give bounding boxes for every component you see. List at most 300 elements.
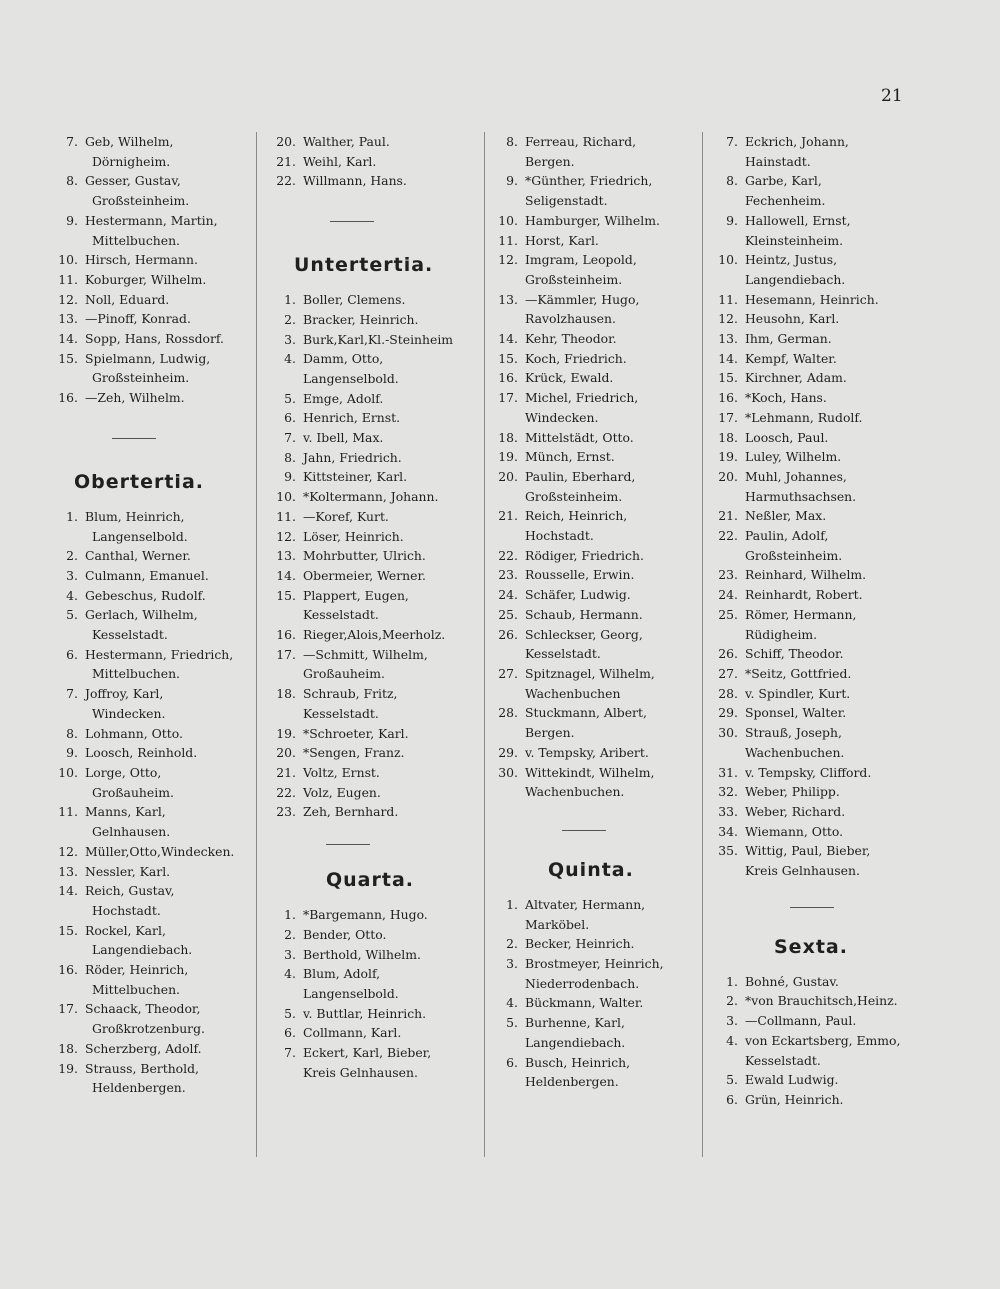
entry-number: 15. bbox=[718, 370, 738, 386]
entry-number: 18. bbox=[58, 1040, 78, 1056]
column-2 bbox=[270, 132, 453, 1082]
list-item bbox=[52, 960, 234, 999]
entry-continuation: Niederrodenbach. bbox=[525, 975, 640, 991]
entry-number: 14. bbox=[58, 883, 78, 899]
entry-text: Schäfer, Ludwig. bbox=[525, 587, 631, 603]
entry-continuation: Langenselbold. bbox=[92, 528, 188, 544]
section-divider bbox=[562, 830, 606, 831]
entry-number: 22. bbox=[276, 173, 296, 189]
list-item bbox=[712, 388, 900, 408]
entry-text: Loosch, Reinhold. bbox=[85, 745, 198, 761]
entry-number: 2. bbox=[284, 926, 296, 942]
entry-continuation: Hochstadt. bbox=[525, 528, 594, 544]
entry-number: 29. bbox=[498, 744, 518, 760]
entry-continuation: Großauheim. bbox=[303, 666, 385, 682]
entry-text: Römer, Hermann, bbox=[745, 606, 857, 622]
list-item bbox=[270, 132, 453, 152]
entry-text: Schleckser, Georg, bbox=[525, 626, 643, 642]
list-item bbox=[270, 171, 453, 191]
list-item bbox=[270, 743, 453, 763]
list-item bbox=[492, 993, 664, 1013]
entry-number: 18. bbox=[718, 429, 738, 445]
section-divider bbox=[330, 221, 374, 222]
list-item bbox=[712, 565, 900, 585]
entry-number: 3. bbox=[66, 567, 78, 583]
entry-text: Hestermann, Friedrich, bbox=[85, 646, 234, 662]
entry-continuation: Windecken. bbox=[92, 705, 166, 721]
list-item bbox=[52, 132, 234, 171]
entry-continuation: Bergen. bbox=[525, 153, 575, 169]
list-item bbox=[492, 231, 664, 251]
list-item bbox=[712, 408, 900, 428]
section-divider bbox=[790, 907, 834, 908]
entry-continuation: Ravolzhausen. bbox=[525, 311, 616, 327]
entry-text: Kittsteiner, Karl. bbox=[303, 469, 408, 485]
entry-text: —Schmitt, Wilhelm, bbox=[303, 646, 428, 662]
entry-text: Hirsch, Hermann. bbox=[85, 252, 198, 268]
entry-number: 9. bbox=[726, 212, 738, 228]
list-item bbox=[712, 972, 900, 992]
list-item bbox=[712, 763, 900, 783]
entry-number: 32. bbox=[718, 784, 738, 800]
list-item bbox=[52, 1039, 234, 1059]
list-item bbox=[52, 290, 234, 310]
entry-continuation: Wachenbuchen bbox=[525, 685, 621, 701]
list-item bbox=[712, 132, 900, 171]
entry-number: 6. bbox=[506, 1054, 518, 1070]
list-item bbox=[492, 934, 664, 954]
entry-text: Krück, Ewald. bbox=[525, 370, 614, 386]
entry-number: 17. bbox=[58, 1001, 78, 1017]
list-item bbox=[270, 945, 453, 965]
entry-number: 8. bbox=[284, 449, 296, 465]
list-item bbox=[270, 290, 453, 310]
entry-number: 12. bbox=[498, 252, 518, 268]
list-item bbox=[712, 802, 900, 822]
list-item bbox=[712, 506, 900, 526]
entry-continuation: Hainstadt. bbox=[745, 153, 811, 169]
entry-number: 16. bbox=[276, 627, 296, 643]
entry-continuation: Kesselstadt. bbox=[745, 1052, 821, 1068]
entry-number: 18. bbox=[276, 686, 296, 702]
list-item bbox=[52, 842, 234, 862]
entry-number: 6. bbox=[66, 646, 78, 662]
entry-text: Imgram, Leopold, bbox=[525, 252, 637, 268]
list-item bbox=[52, 349, 234, 388]
entry-number: 1. bbox=[726, 973, 738, 989]
entry-number: 4. bbox=[66, 587, 78, 603]
list-item bbox=[492, 954, 664, 993]
list-item bbox=[270, 586, 453, 625]
entry-continuation: Kesselstadt. bbox=[92, 627, 168, 643]
entry-number: 21. bbox=[718, 508, 738, 524]
entry-text: v. Ibell, Max. bbox=[303, 430, 384, 446]
entry-text: Weber, Richard. bbox=[745, 803, 846, 819]
entry-number: 9. bbox=[66, 212, 78, 228]
list-item bbox=[270, 428, 453, 448]
entry-text: *Schroeter, Karl. bbox=[303, 725, 409, 741]
entry-continuation: Großsteinheim. bbox=[525, 488, 623, 504]
entry-text: Michel, Friedrich, bbox=[525, 390, 639, 406]
entry-number: 3. bbox=[726, 1013, 738, 1029]
entry-number: 24. bbox=[718, 587, 738, 603]
entry-text: Gebeschus, Rudolf. bbox=[85, 587, 206, 603]
list-item bbox=[52, 724, 234, 744]
entry-text: Busch, Heinrich, bbox=[525, 1054, 631, 1070]
list-item bbox=[712, 1070, 900, 1090]
entry-text: *Günther, Friedrich, bbox=[525, 173, 653, 189]
entry-number: 19. bbox=[276, 725, 296, 741]
list-item bbox=[270, 625, 453, 645]
entry-number: 25. bbox=[498, 606, 518, 622]
entry-number: 5. bbox=[726, 1072, 738, 1088]
list-item bbox=[52, 999, 234, 1038]
entry-number: 23. bbox=[718, 567, 738, 583]
entry-text: Münch, Ernst. bbox=[525, 449, 615, 465]
entry-number: 13. bbox=[498, 291, 518, 307]
list-item bbox=[492, 250, 664, 289]
entry-text: Heintz, Justus, bbox=[745, 252, 838, 268]
list-item bbox=[270, 487, 453, 507]
entry-number: 1. bbox=[284, 292, 296, 308]
entry-number: 12. bbox=[718, 311, 738, 327]
entry-text: Weihl, Karl. bbox=[303, 153, 377, 169]
entry-text: Hallowell, Ernst, bbox=[745, 212, 851, 228]
entry-text: Berthold, Wilhelm. bbox=[303, 946, 421, 962]
entry-text: Gerlach, Wilhelm, bbox=[85, 607, 198, 623]
list-item bbox=[492, 546, 664, 566]
entry-text: Koch, Friedrich. bbox=[525, 350, 627, 366]
list-item bbox=[712, 368, 900, 388]
entry-text: Weber, Philipp. bbox=[745, 784, 840, 800]
list-item bbox=[712, 211, 900, 250]
entry-continuation: Marköbel. bbox=[525, 916, 590, 932]
entry-text: Voltz, Ernst. bbox=[303, 764, 380, 780]
entry-text: Blum, Adolf, bbox=[303, 966, 381, 982]
entry-text: Luley, Wilhelm. bbox=[745, 449, 842, 465]
entry-continuation: Mittelbuchen. bbox=[92, 666, 180, 682]
entry-continuation: Wachenbuchen. bbox=[525, 784, 625, 800]
entry-text: —Koref, Kurt. bbox=[303, 508, 389, 524]
entry-text: *Koltermann, Johann. bbox=[303, 489, 439, 505]
entry-text: Muhl, Johannes, bbox=[745, 468, 847, 484]
list-item bbox=[52, 507, 234, 546]
entry-text: Lohmann, Otto. bbox=[85, 725, 183, 741]
list-item bbox=[492, 895, 664, 934]
entry-text: v. Tempsky, Clifford. bbox=[745, 764, 872, 780]
column-rule bbox=[256, 132, 257, 1157]
entry-text: Paulin, Adolf, bbox=[745, 528, 829, 544]
entry-number: 20. bbox=[718, 468, 738, 484]
list-item bbox=[270, 925, 453, 945]
list-item bbox=[270, 546, 453, 566]
entry-text: Loosch, Paul. bbox=[745, 429, 829, 445]
entry-continuation: Gelnhausen. bbox=[92, 824, 171, 840]
list bbox=[712, 972, 900, 1110]
entry-number: 19. bbox=[58, 1060, 78, 1076]
list-item bbox=[270, 802, 453, 822]
entry-number: 10. bbox=[58, 252, 78, 268]
list-item bbox=[270, 1023, 453, 1043]
entry-number: 5. bbox=[66, 607, 78, 623]
entry-number: 1. bbox=[284, 907, 296, 923]
list bbox=[270, 290, 453, 822]
entry-number: 9. bbox=[66, 745, 78, 761]
list-item bbox=[712, 664, 900, 684]
entry-number: 21. bbox=[276, 764, 296, 780]
list-item bbox=[270, 467, 453, 487]
entry-number: 18. bbox=[498, 429, 518, 445]
entry-text: Ferreau, Richard, bbox=[525, 134, 637, 149]
list-item bbox=[712, 644, 900, 664]
entry-continuation: Hochstadt. bbox=[92, 902, 161, 918]
entry-number: 26. bbox=[498, 626, 518, 642]
list-item bbox=[712, 723, 900, 762]
entry-number: 11. bbox=[58, 271, 78, 287]
entry-number: 27. bbox=[718, 665, 738, 681]
entry-text: Rödiger, Friedrich. bbox=[525, 547, 644, 563]
entry-number: 17. bbox=[718, 409, 738, 425]
list bbox=[52, 507, 234, 1098]
entry-number: 14. bbox=[718, 350, 738, 366]
entry-number: 5. bbox=[506, 1015, 518, 1031]
list-item bbox=[492, 171, 664, 210]
entry-continuation: Rüdigheim. bbox=[745, 626, 818, 642]
section-divider bbox=[112, 438, 156, 439]
entry-text: Stuckmann, Albert, bbox=[525, 705, 647, 721]
column-4 bbox=[712, 132, 900, 1110]
list-item bbox=[270, 645, 453, 684]
list-item bbox=[270, 763, 453, 783]
list-item bbox=[270, 1043, 453, 1082]
list-item bbox=[52, 645, 234, 684]
entry-text: Schaub, Hermann. bbox=[525, 606, 643, 622]
entry-text: Damm, Otto, bbox=[303, 351, 384, 367]
list-item bbox=[52, 684, 234, 723]
entry-number: 10. bbox=[276, 489, 296, 505]
list-item bbox=[492, 605, 664, 625]
entry-text: Eckrich, Johann, bbox=[745, 134, 849, 149]
entry-text: Müller,Otto,Windecken. bbox=[85, 843, 235, 859]
column-rule bbox=[702, 132, 703, 1157]
entry-text: *Bargemann, Hugo. bbox=[303, 907, 428, 923]
list-item bbox=[712, 782, 900, 802]
list-item bbox=[712, 171, 900, 210]
entry-text: Becker, Heinrich. bbox=[525, 936, 635, 952]
entry-number: 3. bbox=[506, 956, 518, 972]
entry-text: Manns, Karl, bbox=[85, 804, 166, 820]
entry-text: Reinhardt, Robert. bbox=[745, 587, 863, 603]
list-item bbox=[270, 330, 453, 350]
entry-continuation: Kesselstadt. bbox=[525, 646, 601, 662]
entry-continuation: Langendiebach. bbox=[745, 271, 846, 287]
entry-number: 20. bbox=[498, 468, 518, 484]
entry-continuation: Kreis Gelnhausen. bbox=[303, 1064, 418, 1080]
entry-number: 10. bbox=[498, 212, 518, 228]
entry-number: 15. bbox=[498, 350, 518, 366]
entry-continuation: Mittelbuchen. bbox=[92, 981, 180, 997]
entry-text: Geb, Wilhelm, bbox=[85, 134, 174, 149]
list-item bbox=[52, 605, 234, 644]
entry-text: Walther, Paul. bbox=[303, 134, 390, 149]
entry-number: 12. bbox=[58, 843, 78, 859]
entry-number: 5. bbox=[284, 1005, 296, 1021]
list-item bbox=[712, 447, 900, 467]
entry-number: 14. bbox=[58, 331, 78, 347]
entry-number: 21. bbox=[276, 153, 296, 169]
entry-continuation: Windecken. bbox=[525, 409, 599, 425]
entry-number: 4. bbox=[726, 1032, 738, 1048]
entry-text: Ewald Ludwig. bbox=[745, 1072, 839, 1088]
list-item bbox=[52, 802, 234, 841]
entry-number: 1. bbox=[506, 896, 518, 912]
entry-text: Boller, Clemens. bbox=[303, 292, 406, 308]
entry-text: Brostmeyer, Heinrich, bbox=[525, 956, 664, 972]
entry-text: Wiemann, Otto. bbox=[745, 823, 844, 839]
entry-text: Reich, Gustav, bbox=[85, 883, 175, 899]
entry-number: 17. bbox=[498, 390, 518, 406]
entry-number: 4. bbox=[284, 966, 296, 982]
entry-text: Koburger, Wilhelm. bbox=[85, 271, 207, 287]
list-item bbox=[270, 389, 453, 409]
entry-text: Hamburger, Wilhelm. bbox=[525, 212, 660, 228]
entry-number: 30. bbox=[718, 725, 738, 741]
entry-continuation: Langenselbold. bbox=[303, 370, 399, 386]
entry-continuation: Langendiebach. bbox=[525, 1034, 626, 1050]
list-item bbox=[270, 783, 453, 803]
entry-number: 3. bbox=[284, 331, 296, 347]
entry-text: Schraub, Fritz, bbox=[303, 686, 398, 702]
entry-continuation: Bergen. bbox=[525, 725, 575, 741]
entry-continuation: Kreis Gelnhausen. bbox=[745, 863, 860, 879]
entry-text: Canthal, Werner. bbox=[85, 548, 191, 564]
list-item bbox=[492, 763, 664, 802]
entry-text: Schiff, Theodor. bbox=[745, 646, 844, 662]
entry-number: 2. bbox=[66, 548, 78, 564]
entry-text: Blum, Heinrich, bbox=[85, 508, 185, 524]
entry-number: 23. bbox=[276, 804, 296, 820]
entry-number: 11. bbox=[276, 508, 296, 524]
list-item bbox=[52, 862, 234, 882]
entry-text: *Sengen, Franz. bbox=[303, 745, 405, 761]
entry-text: Plappert, Eugen, bbox=[303, 587, 409, 603]
entry-text: Nessler, Karl. bbox=[85, 863, 171, 879]
entry-number: 16. bbox=[498, 370, 518, 386]
list-item bbox=[270, 408, 453, 428]
entry-continuation: Langendiebach. bbox=[92, 942, 193, 958]
entry-text: Bohné, Gustav. bbox=[745, 973, 839, 989]
entry-number: 2. bbox=[506, 936, 518, 952]
entry-number: 9. bbox=[506, 173, 518, 189]
entry-text: Emge, Adolf. bbox=[303, 390, 384, 406]
entry-text: Kehr, Theodor. bbox=[525, 331, 617, 347]
entry-number: 12. bbox=[276, 528, 296, 544]
entry-number: 24. bbox=[498, 587, 518, 603]
list bbox=[52, 132, 234, 408]
entry-text: Zeh, Bernhard. bbox=[303, 804, 399, 820]
entry-continuation: Heldenbergen. bbox=[525, 1074, 619, 1090]
entry-continuation: Großsteinheim. bbox=[525, 271, 623, 287]
list-item bbox=[712, 467, 900, 506]
entry-number: 15. bbox=[58, 350, 78, 366]
entry-text: Strauß, Joseph, bbox=[745, 725, 842, 741]
entry-text: Altvater, Hermann, bbox=[525, 896, 646, 912]
entry-continuation: Heldenbergen. bbox=[92, 1080, 186, 1096]
list-item bbox=[52, 329, 234, 349]
list-item bbox=[492, 132, 664, 171]
entry-text: Eckert, Karl, Bieber, bbox=[303, 1045, 432, 1061]
list-item bbox=[712, 841, 900, 880]
entry-text: Bückmann, Walter. bbox=[525, 995, 644, 1011]
entry-number: 7. bbox=[66, 134, 78, 149]
list-item bbox=[712, 703, 900, 723]
entry-number: 22. bbox=[276, 784, 296, 800]
entry-text: Volz, Eugen. bbox=[303, 784, 381, 800]
entry-text: Neßler, Max. bbox=[745, 508, 827, 524]
list-item bbox=[492, 349, 664, 369]
entry-number: 13. bbox=[276, 548, 296, 564]
entry-text: Culmann, Emanuel. bbox=[85, 567, 209, 583]
entry-number: 6. bbox=[284, 1025, 296, 1041]
list-item bbox=[712, 1090, 900, 1110]
list-item bbox=[712, 684, 900, 704]
entry-number: 19. bbox=[718, 449, 738, 465]
list-item bbox=[712, 526, 900, 565]
entry-number: 23. bbox=[498, 567, 518, 583]
entry-number: 10. bbox=[58, 764, 78, 780]
entry-number: 16. bbox=[718, 390, 738, 406]
list-item bbox=[270, 964, 453, 1003]
entry-text: von Eckartsberg, Emmo, bbox=[745, 1032, 901, 1048]
entry-continuation: Seligenstadt. bbox=[525, 193, 608, 209]
entry-number: 13. bbox=[58, 863, 78, 879]
entry-number: 28. bbox=[718, 685, 738, 701]
entry-number: 31. bbox=[718, 764, 738, 780]
entry-text: *Koch, Hans. bbox=[745, 390, 827, 406]
entry-number: 19. bbox=[498, 449, 518, 465]
list-item bbox=[492, 467, 664, 506]
entry-text: Mohrbutter, Ulrich. bbox=[303, 548, 426, 564]
entry-text: —Zeh, Wilhelm. bbox=[85, 390, 185, 406]
entry-continuation: Kesselstadt. bbox=[303, 705, 379, 721]
entry-number: 13. bbox=[58, 311, 78, 327]
entry-continuation: Langenselbold. bbox=[303, 985, 399, 1001]
entry-number: 34. bbox=[718, 823, 738, 839]
entry-text: Hestermann, Martin, bbox=[85, 212, 218, 228]
section-heading-obertertia: Obertertia. bbox=[74, 470, 204, 493]
list-item bbox=[492, 388, 664, 427]
entry-number: 28. bbox=[498, 705, 518, 721]
column-rule bbox=[484, 132, 485, 1157]
entry-continuation: Mittelbuchen. bbox=[92, 232, 180, 248]
list-item bbox=[712, 290, 900, 310]
entry-continuation: Großkrotzenburg. bbox=[92, 1021, 205, 1037]
entry-text: Schaack, Theodor, bbox=[85, 1001, 201, 1017]
entry-number: 4. bbox=[284, 351, 296, 367]
entry-text: Rousselle, Erwin. bbox=[525, 567, 635, 583]
entry-number: 12. bbox=[58, 291, 78, 307]
list-item bbox=[270, 684, 453, 723]
entry-number: 15. bbox=[276, 587, 296, 603]
entry-text: Noll, Eduard. bbox=[85, 291, 170, 307]
entry-number: 11. bbox=[498, 232, 518, 248]
entry-text: Sponsel, Walter. bbox=[745, 705, 847, 721]
entry-text: v. Tempsky, Aribert. bbox=[525, 744, 649, 760]
entry-text: Löser, Heinrich. bbox=[303, 528, 404, 544]
list-item bbox=[712, 349, 900, 369]
list-item bbox=[712, 605, 900, 644]
list-item bbox=[52, 881, 234, 920]
